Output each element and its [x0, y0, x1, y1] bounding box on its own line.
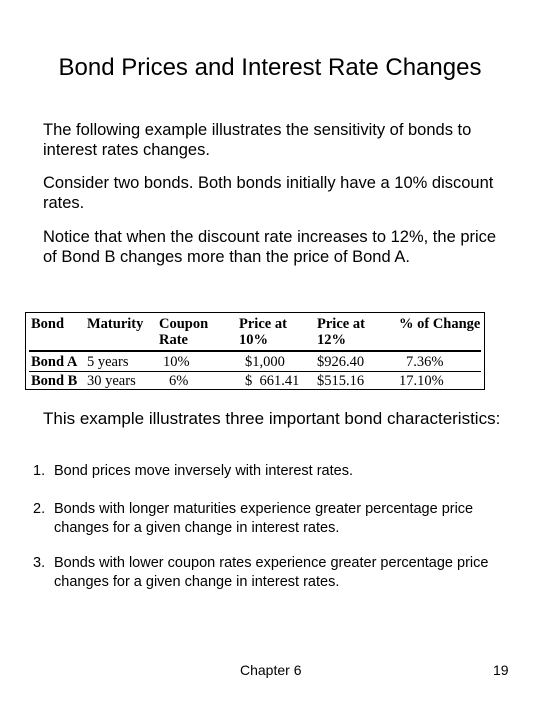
row-b-bond: Bond B	[31, 373, 78, 389]
row-a-price-10: $1,000	[245, 354, 285, 370]
header-price-12-rate: 12%	[317, 332, 346, 348]
header-price-10-rate: 10%	[239, 332, 268, 348]
list-item-number: 2.	[33, 501, 46, 517]
list-item-text: Bonds with longer maturities experience greater percentage price changes for a given change in interest rates.	[54, 501, 474, 536]
footer-page-number: 19	[493, 662, 509, 678]
row-a-coupon: 10%	[163, 354, 190, 370]
header-change: % of Change	[399, 316, 481, 332]
row-b-change: 17.10%	[399, 373, 444, 389]
footer-chapter: Chapter 6	[240, 662, 302, 678]
header-bond: Bond	[31, 316, 65, 332]
intro-paragraph: The following example illustrates the sensitivity of bonds to interest rates changes.	[43, 121, 472, 159]
consider-paragraph: Consider two bonds. Both bonds initially have a 10% discount rates.	[43, 174, 494, 212]
header-price-10: Price at	[239, 316, 287, 332]
table-row-rule	[29, 371, 481, 372]
list-item-number: 1.	[33, 463, 46, 479]
row-b-maturity: 30 years	[87, 373, 136, 389]
row-a-bond: Bond A	[31, 354, 78, 370]
row-b-coupon: 6%	[169, 373, 189, 389]
table-header-rule	[29, 350, 481, 352]
list-item-text: Bonds with lower coupon rates experience greater percentage price changes for a given change in interest rates.	[54, 555, 489, 590]
list-item-number: 3.	[33, 555, 46, 571]
row-a-maturity: 5 years	[87, 354, 129, 370]
notice-paragraph: Notice that when the discount rate increases to 12%, the price of Bond B changes more than the price of Bond A.	[43, 228, 497, 266]
page-title: Bond Prices and Interest Rate Changes	[58, 54, 482, 81]
row-b-price-10: $ 661.41	[245, 373, 300, 389]
header-coupon: Coupon	[159, 316, 209, 332]
header-coupon-rate: Rate	[159, 332, 188, 348]
example-paragraph: This example illustrates three important bond characteristics:	[43, 409, 501, 428]
row-a-change: 7.36%	[406, 354, 444, 370]
bond-comparison-table	[25, 312, 485, 390]
header-maturity: Maturity	[87, 316, 144, 332]
row-b-price-12: $515.16	[317, 373, 365, 389]
list-item-text: Bond prices move inversely with interest rates.	[54, 463, 353, 479]
row-a-price-12: $926.40	[317, 354, 365, 370]
header-price-12: Price at	[317, 316, 365, 332]
